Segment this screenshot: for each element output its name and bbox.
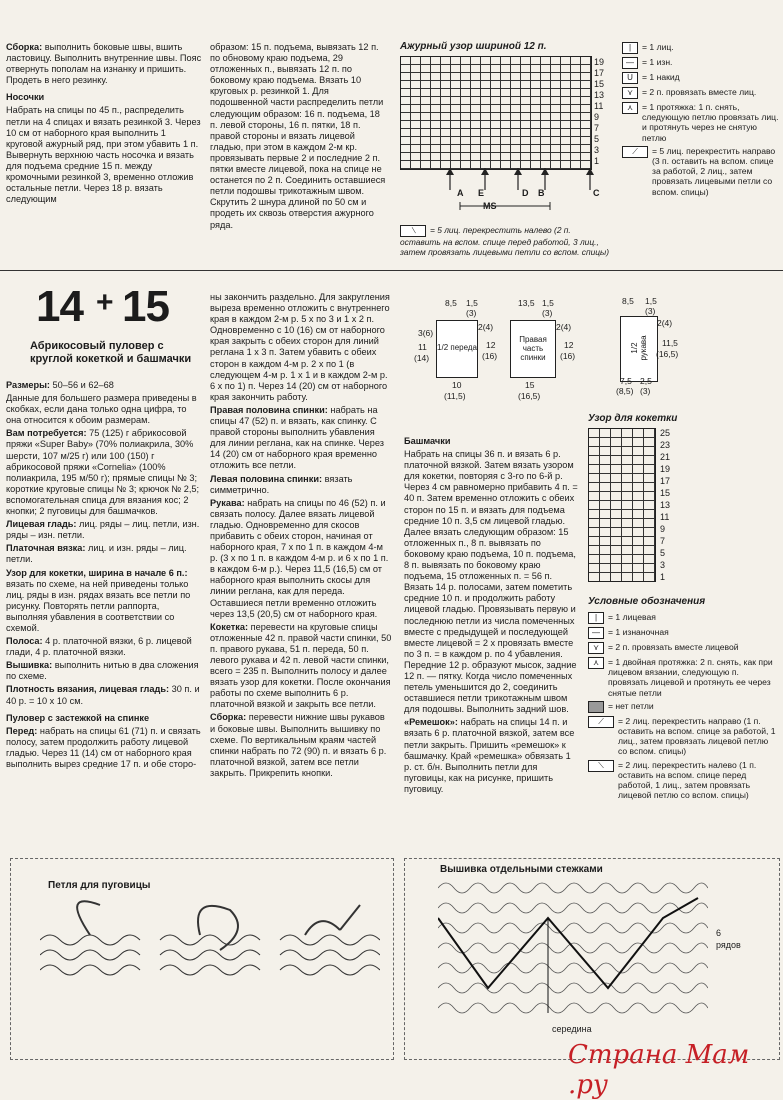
dim: (3) (542, 308, 553, 318)
main-column-3: Башмачки Набрать на спицы 36 п. и вязать 6 р. платочной вязкой. Затем вязать узором для кокетки, повторяя с 3-го по 6-й р. Через 4 см равномерно прибавить 4 п. = 40 п. Затем временно отложить с обеих сторон по 15 п. и вязать для подъема средние 10 п. 3,5 см лицевой гладью. Далее вязать следующим образом: 15 отложенных п., 8 п. вывязать по боковому краю подъема, 10 п. подъема, 8 п. вывязать по боковому краю подъема, 15 отложенных п. = 56 п. Вязать 14 р. полосами, затем пометить средние 10 п. и продолжить работу лицевой гладью. Провязывать первую и последнюю петли из числа помеченных вместе с предыдущей и последующей вместе лицевой = 2 х провязать вместе по 3 п. = в каждом р. по 4 убавления. Передние 12 р. образуют мысок, задние 12 п. — пятку. Когда число помеченных петель уменьшится до 2, соединить оставшиеся петли трикотажным швом для подошвы. Выполнить задний шов. «Ремешок»: набрать на спицы 14 п. и вязать 6 р. платочной вязкой, затем все петли закрыть. Пришить «ремешок» к башмачку. Край «ремешка» обвязать 1 р. ст. б/н. Выполнить петли для пуговицы, как на рисунке, пришить пуговицу. (404, 436, 578, 794)
embroidery-illustration (438, 878, 708, 1018)
row-number: 11 (594, 101, 604, 111)
row-number: 3 (660, 560, 666, 570)
marker-d: D (522, 188, 529, 198)
top-column-1 (6, 42, 202, 207)
knit-symbol-icon: | (622, 42, 638, 54)
front-piece: 1/2 переда (436, 320, 478, 378)
legend-item: U = 1 накид (622, 72, 780, 84)
pattern-plus: + (96, 286, 113, 319)
top-legend (622, 42, 780, 200)
dim: 8,5 (622, 296, 634, 306)
yoke-chart-title: Узор для кокетки (588, 413, 678, 424)
buttonhole-illustration (40, 900, 380, 1020)
openwork-title: Ажурный узор шириной 12 п. (400, 41, 547, 52)
dim: 2,5 (640, 376, 652, 386)
marker-c: C (593, 188, 600, 198)
row-number: 7 (660, 536, 666, 546)
dim: (16,5) (656, 349, 679, 359)
dim: 12 (486, 340, 496, 350)
dim: 7,5 (620, 376, 632, 386)
embroidery-title: Вышивка отдельными стежками (440, 864, 603, 875)
double-decrease-symbol-icon: ⋏ (588, 657, 604, 669)
sleeve-piece: 1/2 рукава (620, 316, 658, 382)
main-column-2: ны закончить раздельно. Для закругления выреза временно отложить с внутреннего края в каждом 2-м р. 5 х по 3 и 1 х 2 п. Одновременно с 10 (16) см от наборного края закрыть с обеих сторон для линий реглана 1 х 3 п. Затем убавить с обеих сторон в каждом 4-м р. 2 х по 1 (в следующем 4-м р. 1 х 1 и в каждом 2-м р. 6 х по 1) п. Через 14 (20) см от наборного края закончить работу. Правая половина спинки: набрать на спицы 47 (52) п. и вязать, как спинку. С правой стороны выполнить убавления для линии реглана, как на спинке. Через 14 (20) см от наборного края временно отложить все петли. Левая половина спинки: вязать симметрично. Рукава: набрать на спицы по 46 (52) п. и связать полосу. Далее вязать лицевой гладью. Одновременно для скосов прибавить с обеих сторон, начиная от наборного края, 7 х по 1 п. в каждом 4-м р. (3 х по 1 п. в каждом 4-м р. и 6 х по 1 п. в каждом 6-м р.). Через 11,5 (16,5) см от наборного края выполнить скосы для линии реглана, как для переда. Оставшиеся петли временно отложить через 13,5 (20,5) см от наборного края. Кокетка: перевести на круговые спицы отложенные 42 п. правой части спинки, 50 п. правого рукава, 51 п. переда, 50 п. левого рукава и 42 п. левой части спинки, всего = 235 п. Выполнить полосу и далее вязать узор для кокетки. После окончания работы по схеме выполнить 6 р. платочной вязкой и закрыть все петли. Сборка: перевести нижние швы рукавов и боковые швы. Выполнить вышивку по схеме. По вертикальным краям частей спинки набрать по 72 (90) п. и вязать 6 р. платочной вязкой, затем все петли закрыть. Прикрепить кнопки. (210, 292, 392, 778)
dim: 10 (452, 380, 462, 390)
conventions-legend (588, 612, 778, 803)
socks-text-continued: образом: 15 п. подъема, вывязать 12 п. по обновому краю подъема, 29 отложенных п., вывязать 12 п. по боковому краю подъема. Вязать 10 круговых р. резинкой 1. Для подошвенной части распределить петли следующим образом: 16 п. подъема, 18 п. левой стороны, 16 п. пятки, 18 п. правой стороны и вязать лицевой гладью, при этом в каждом 2-м кр. провязывать первые 2 и последние 2 п. пятки вместе лицевой, пока на спице не останется по 2 п. Соединить оставшиеся петли подошвы трикотажным швом. Скрутить 2 шнура длиной по 50 см и продеть их сквозь отверстия ажурного ряда. (210, 42, 386, 230)
legend-item: ⋏ = 1 протяжка: 1 п. снять, следующую петлю провязать лиц. и протянуть через не снятую петлю (622, 102, 780, 143)
conventions-title: Условные обозначения (588, 596, 706, 607)
dim: 15 (525, 380, 535, 390)
dim: (11,5) (444, 391, 466, 401)
row-number: 15 (660, 488, 671, 498)
assembly-label: Сборка: (6, 42, 43, 52)
dim: (3) (466, 308, 477, 318)
marker-a: A (457, 188, 464, 198)
dim: 11 (418, 342, 427, 352)
dim: 2(4) (556, 322, 572, 332)
dim: (3) (645, 306, 656, 316)
section-divider (0, 270, 783, 271)
row-number: 13 (660, 500, 671, 510)
dim: 2(4) (478, 322, 494, 332)
legend-item: = нет петли (588, 701, 778, 713)
socks-heading: Носочки (6, 92, 45, 103)
main-column-1: Размеры: 50–56 и 62–68 Данные для большего размера приведены в скобках, если дана только одна цифра, то она относится к обоим размерам. Вам потребуется: 75 (125) г абрикосовой пряжи «Super Baby» (70% полиакрила, 30% шерсти, 107 м/25 г) или 100 (150) г абрикосовой пряжи «Cornelia» (100% полиакрила, 195 м/50 г); прямые спицы № 3; короткие круговые спицы № 3; крючок № 2,5; вспомогательная спица для вязания кос; 2 кнопки; 2 пуговицы для башмачков. Лицевая гладь: лиц. ряды – лиц. петли, изн. ряды – изн. петли. Платочная вязка: лиц. и изн. ряды – лиц. петли. Узор для кокетки, ширина в начале 6 п.: вязать по схеме, на ней приведены только лиц. ряды в изн. рядах вязать все петли по рисунку. Повторять петли раппорта, выполняя убавления в соответствии со схемой. Полоса: 4 р. платочной вязки, 6 р. лицевой глади, 4 р. платочной вязки. Вышивка: выполнить нитью в два сложения по схеме. Плотность вязания, лицевая гладь: 30 п. и 40 р. = 10 х 10 см. Пуловер с застежкой на спинке Перед: набрать на спицы 61 (71) п. и связать полосу, затем продолжить работу лицевой гладью. Через 11 (14) см от наборного края выполнить вырез средние 17 п. и обе сторо- (6, 380, 201, 769)
top-column-2 (210, 42, 388, 233)
dim: 8,5 (445, 298, 457, 308)
dim: (3) (640, 386, 651, 396)
knit-symbol-icon: | (588, 612, 604, 624)
k2tog-symbol-icon: ⋎ (588, 642, 604, 654)
openwork-markers-svg (400, 168, 610, 218)
purl-symbol-icon: — (588, 627, 604, 639)
dim: 1,5 (542, 298, 554, 308)
dim: (8,5) (616, 386, 634, 396)
watermark-logo: Страна Мам .ру (568, 1040, 750, 1100)
row-number: 5 (660, 548, 666, 558)
marker-ms: MS (483, 201, 497, 211)
skpo-symbol-icon: ⋏ (622, 102, 638, 114)
embroidery-rows-label: рядов (716, 940, 741, 950)
dim: 11,5 (662, 338, 678, 348)
pattern-title: Абрикосовый пуловер с круглой кокеткой и башмачки (30, 340, 192, 365)
row-number: 1 (660, 572, 666, 582)
dim: 3(6) (418, 328, 434, 338)
openwork-chart-grid (400, 56, 592, 170)
row-number: 13 (594, 90, 605, 100)
dim: (16,5) (518, 391, 541, 401)
legend-item: ⟋ = 2 лиц. перекрестить направо (1 п. оставить на вспом. спице за работой, 1 лиц., затем провязать лицевой петлю со вспом. спицы) (588, 716, 778, 757)
openwork-footnote (400, 225, 610, 257)
purl-symbol-icon: — (622, 57, 638, 69)
cross-left-5-icon: ⟍ (400, 225, 426, 237)
legend-item: ⋎ = 2 п. провязать вместе лиц. (622, 87, 780, 99)
dim: (16) (482, 351, 498, 361)
socks-text: Набрать на спицы по 45 п., распределить петли на 4 спицах и вязать резинкой 3. Через 10 см от наборного края выполнить 1 круговой ажурный ряд, при этом убавить 1 п. Вывернуть верхнюю часть носочка и вязать для подъема средние 15 п. между кромочными резинкой 3, временно отложив остальные петли. Через 18 р. вязать следующим (6, 105, 201, 205)
legend-item: | = 1 лиц. (622, 42, 780, 54)
row-number: 19 (660, 464, 671, 474)
row-number: 11 (660, 512, 670, 522)
dim: 1,5 (466, 298, 478, 308)
row-number: 5 (594, 134, 600, 144)
dim: (16) (560, 351, 576, 361)
k2tog-symbol-icon: ⋎ (622, 87, 638, 99)
no-stitch-symbol-icon (588, 701, 604, 713)
marker-e: E (478, 188, 485, 198)
legend-item: — = 1 изнаночная (588, 627, 778, 639)
buttonhole-title: Петля для пуговицы (48, 880, 151, 891)
yoke-chart-grid (588, 428, 656, 582)
dim: 2(4) (657, 318, 673, 328)
row-number: 15 (594, 79, 605, 89)
row-number: 25 (660, 428, 671, 438)
row-number: 9 (660, 524, 666, 534)
dim: 1,5 (645, 296, 657, 306)
row-number: 1 (594, 156, 600, 166)
dim: (14) (414, 353, 430, 363)
pattern-number-b: 15 (122, 282, 169, 331)
row-number: 3 (594, 145, 600, 155)
yarn-over-symbol-icon: U (622, 72, 638, 84)
dim: 12 (564, 340, 574, 350)
legend-item: ⟋ = 5 лиц. перекрестить направо (3 п. оставить на вспом. спице за работой, 2 лиц., затем провязать лицевыми петли со вспом. спицы) (622, 146, 780, 197)
legend-item: — = 1 изн. (622, 57, 780, 69)
legend-item: ⋏ = 1 двойная протяжка: 2 п. снять, как при лицевом вязании, следующую п. провязать лицевой и протянуть ее через снятые петли (588, 657, 778, 698)
row-number: 21 (660, 452, 671, 462)
back-piece: Правая часть спинки (510, 320, 556, 378)
row-number: 23 (660, 440, 671, 450)
embroidery-rows-num: 6 (716, 928, 722, 938)
row-number: 17 (594, 68, 605, 78)
dim: 13,5 (518, 298, 535, 308)
cross-right-5-icon: ⟋ (622, 146, 648, 158)
pattern-number-a: 14 (36, 282, 83, 331)
embroidery-middle-label: середина (552, 1024, 592, 1034)
marker-b: B (538, 188, 545, 198)
row-number: 19 (594, 57, 605, 67)
row-number: 17 (660, 476, 671, 486)
assembly-text: выполнить боковые швы, вшить ластовицу. Выполнить внутренние швы. Пояс отвернуть пополам на изнанку и пришить. Продеть в него резинку. (6, 42, 202, 86)
legend-item: | = 1 лицевая (588, 612, 778, 624)
openwork-footnote-text: = 5 лиц. перекрестить налево (2 п. оставить на вспом. спице перед работой, 3 лиц., затем провязать лицевыми петли со вспом. спицы) (400, 225, 609, 257)
cross-left-2-icon: ⟍ (588, 760, 614, 772)
legend-item: ⋎ = 2 п. провязать вместе лицевой (588, 642, 778, 654)
legend-item: ⟍ = 2 лиц. перекрестить налево (1 п. оставить на вспом. спице перед работой, 1 лиц., затем провязать лицевой петлю со вспом. спицы) (588, 760, 778, 801)
row-number: 7 (594, 123, 600, 133)
cross-right-2-icon: ⟋ (588, 716, 614, 728)
row-number: 9 (594, 112, 600, 122)
